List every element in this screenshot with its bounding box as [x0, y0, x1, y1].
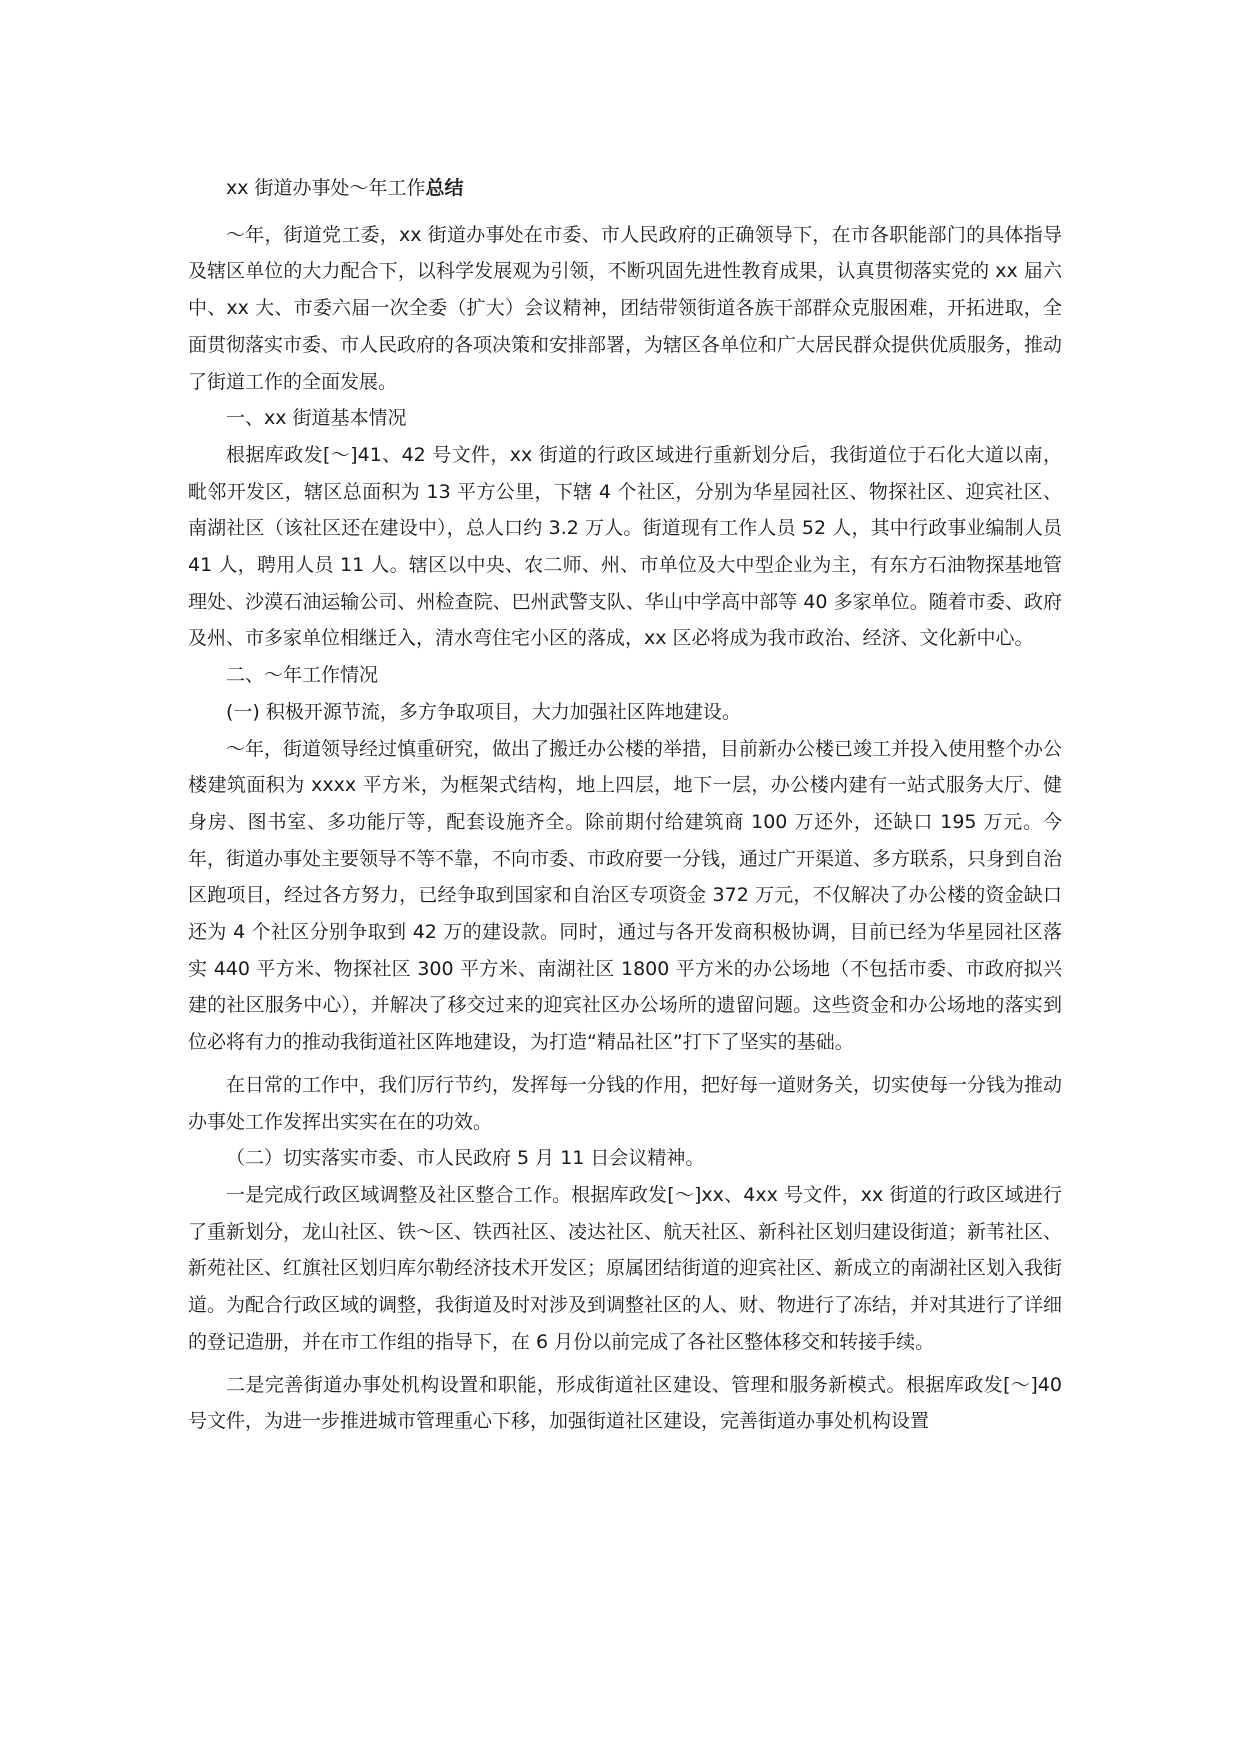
paragraph-office-building: ～年，街道领导经过慎重研究，做出了搬迁办公楼的举措，目前新办公楼已竣工并投入使用整个办公楼建筑面积为 xxxx 平方米，为框架式结构，地上四层，地下一层，办公楼内建有一站式服务大厅、健身房、图书室、多功能厅等，配套设施齐全。除前期付给建筑商 100 万还外，还缺口 195 万元。今年，街道办事处主要领导不等不靠，不向市委、市政府要一分钱，通过广开渠道、多方联系，只身到自治区跑项目，经过各方努力，已经争取到国家和自治区专项资金 372 万元，不仅解决了办公楼的资金缺口还为 4 个社区分别争取到 42 万的建设款。同时，通过与各开发商积极协调，目前已经为华星园社区落实 440 平方米、物探社区 300 平方米、南湖社区 1800 平方米的办公场地（不包括市委、市政府拟兴建的社区服务中心），并解决了移交过来的迎宾社区办公场所的遗留问题。这些资金和办公场地的落实到位必将有力的推动我街道社区阵地建设，为打造“精品社区”打下了坚实的基础。: [188, 737, 1063, 1054]
paragraph-region-adjustment: 一是完成行政区域调整及社区整合工作。根据库政发[～]xx、4xx 号文件，xx 街道的行政区域进行了重新划分，龙山社区、铁～区、铁西社区、凌达社区、航天社区、新科社区划归建设街道；新苇社区、新苑社区、红旗社区划归库尔勒经济技术开发区；原属团结街道的迎宾社区、新成立的南湖社区划入我街道。为配合行政区域的调整，我街道及时对涉及到调整社区的人、财、物进行了冻结，并对其进行了详细的登记造册，并在市工作组的指导下，在 6 月份以前完成了各社区整体移交和转接手续。: [188, 1183, 1063, 1353]
subsection-heading-1: (一) 积极开源节流，多方争取项目，大力加强社区阵地建设。: [226, 700, 741, 723]
title-main: xx 街道办事处～年工作: [226, 177, 426, 199]
paragraph-institution-setup: 二是完善街道办事处机构设置和职能，形成街道社区建设、管理和服务新模式。根据库政发[～]40 号文件，为进一步推进城市管理重心下移，加强街道社区建设，完善街道办事处机构设置: [188, 1373, 1062, 1433]
paragraph-basic-info: 根据库政发[～]41、42 号文件，xx 街道的行政区域进行重新划分后，我街道位于石化大道以南，毗邻开发区，辖区总面积为 13 平方公里，下辖 4 个社区，分别为华星园社区、物探社区、迎宾社区、南湖社区（该社区还在建设中），总人口约 3.2 万人。街道现有工作人员 52 人，其中行政事业编制人员 41 人，聘用人员 11 人。辖区以中央、农二师、州、市单位及大中型企业为主，有东方石油物探基地管理处、沙漠石油运输公司、州检查院、巴州武警支队、华山中学高中部等 40 多家单位。随着市委、政府及州、市多家单位相继迁入，清水弯住宅小区的落成，xx 区必将成为我市政治、经济、文化新中心。: [188, 443, 1062, 650]
title-bold: 总结: [425, 177, 464, 199]
paragraph-intro: ～年，街道党工委，xx 街道办事处在市委、市人民政府的正确领导下，在市各职能部门的具体指导及辖区单位的大力配合下，以科学发展观为引领，不断巩固先进性教育成果，认真贯彻落实党的 xx 届六中、xx 大、市委六届一次全委（扩大）会议精神，团结带领街道各族干部群众克服困难，开拓进取，全面贯彻落实市委、市人民政府的各项决策和安排部署，为辖区各单位和广大居民群众提供优质服务，推动了街道工作的全面发展。: [188, 223, 1063, 393]
subsection-heading-2: （二）切实落实市委、市人民政府 5 月 11 日会议精神。: [226, 1147, 705, 1170]
paragraph-frugality: 在日常的工作中，我们厉行节约，发挥每一分钱的作用，把好每一道财务关，切实使每一分钱为推动办事处工作发挥出实实在在的功效。: [188, 1073, 1063, 1133]
section-heading-2: 二、～年工作情况: [226, 664, 379, 687]
document-body: [188, 170, 1062, 1440]
document-title: [188, 170, 1062, 207]
section-heading-1: 一、xx 街道基本情况: [226, 407, 407, 430]
